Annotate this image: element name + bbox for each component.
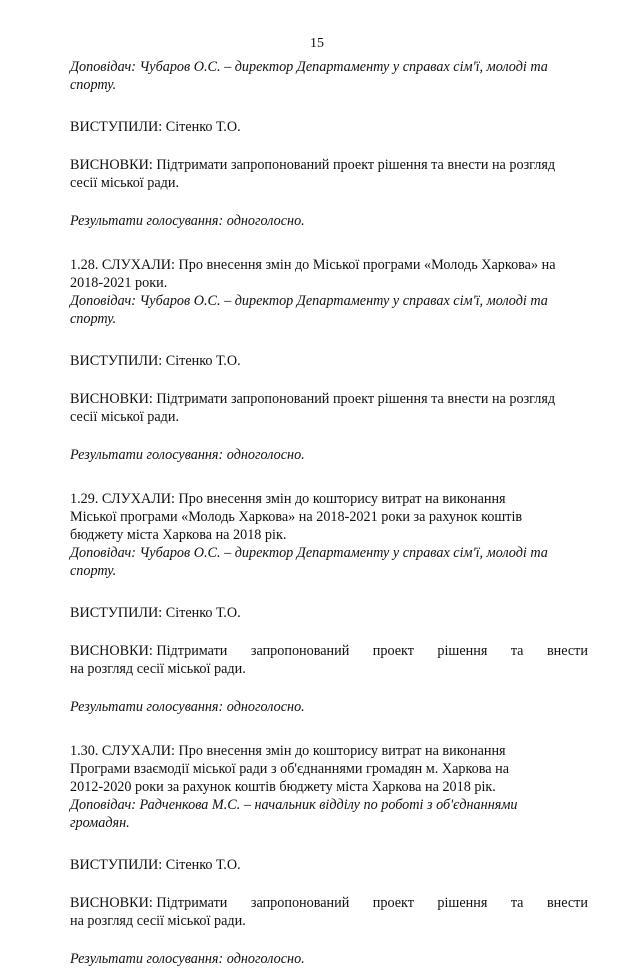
speaker-line: спорту. [70,563,117,579]
vote-result: Результати голосування: одноголосно. [70,213,305,229]
heard-line [70,490,588,508]
conclusions-word: запропонований [250,643,350,659]
speaker-line: громадян. [70,815,130,831]
conclusions-line [70,894,588,912]
conclusions-line: ВИСНОВКИ: Підтримати запропонований проект рішення та внести на розгляд [70,157,556,173]
conclusions-line: сесії міської ради. [70,175,180,191]
conclusions-word: ВИСНОВКИ: Підтримати [70,643,228,659]
section-continued [70,58,588,230]
conclusions-word: ВИСНОВКИ: Підтримати [70,895,228,911]
conclusions-word: внести [546,895,588,911]
conclusions-word: проект [372,643,414,659]
conclusions-word: внести [546,643,588,659]
section-item-1-30 [70,742,588,968]
heard-line: 2012-2020 роки за рахунок коштів бюджету міста Харкова на 2018 рік. [70,779,496,795]
conclusions-word: проект [372,895,414,911]
conclusions-word: та [510,895,524,911]
conclusions-line [70,642,588,660]
conclusions-line: на розгляд сесії міської ради. [70,913,246,929]
conclusions-word: та [510,643,524,659]
speaker-line: Доповідач: Радченкова М.С. – начальник відділу по роботі з об'єднаннями [70,797,518,813]
conclusions-word: рішення [437,643,488,659]
conclusions-line: ВИСНОВКИ: Підтримати запропонований проект рішення та внести на розгляд [70,391,556,407]
spoke-line: ВИСТУПИЛИ: Сітенко Т.О. [70,353,241,369]
section-item-1-29 [70,490,588,716]
conclusions-word: рішення [437,895,488,911]
speaker-line: спорту. [70,77,117,93]
page-content [70,58,588,968]
conclusions-line: сесії міської ради. [70,409,180,425]
vote-result: Результати голосування: одноголосно. [70,699,305,715]
spoke-line: ВИСТУПИЛИ: Сітенко Т.О. [70,119,241,135]
heard-line: 1.28. СЛУХАЛИ: Про внесення змін до Міської програми «Молодь Харкова» на [70,257,556,273]
speaker-line: спорту. [70,311,117,327]
speaker-line: Доповідач: Чубаров О.С. – директор Департаменту у справах сім'ї, молоді та [70,545,548,561]
heard-line: бюджету міста Харкова на 2018 рік. [70,527,287,543]
spoke-line: ВИСТУПИЛИ: Сітенко Т.О. [70,605,241,621]
speaker-line: Доповідач: Чубаров О.С. – директор Департаменту у справах сім'ї, молоді та [70,59,548,75]
vote-result: Результати голосування: одноголосно. [70,447,305,463]
heard-line: Програми взаємодії міської ради з об'єднаннями громадян м. Харкова на [70,761,510,777]
conclusions-line: на розгляд сесії міської ради. [70,661,246,677]
section-item-1-28 [70,256,588,464]
speaker-line: Доповідач: Чубаров О.С. – директор Департаменту у справах сім'ї, молоді та [70,293,548,309]
heard-line: 2018-2021 роки. [70,275,168,291]
spoke-line: ВИСТУПИЛИ: Сітенко Т.О. [70,857,241,873]
vote-result: Результати голосування: одноголосно. [70,951,305,967]
page-number: 15 [310,36,324,51]
heard-line: 1.30. СЛУХАЛИ: Про внесення змін до кошторису витрат на виконання [70,743,506,759]
heard-line: Міської програми «Молодь Харкова» на 2018-2021 роки за рахунок коштів [70,509,523,525]
heard-text: 1.29. СЛУХАЛИ: Про внесення змін до кошторису витрат на виконання [70,491,506,507]
conclusions-word: запропонований [250,895,350,911]
